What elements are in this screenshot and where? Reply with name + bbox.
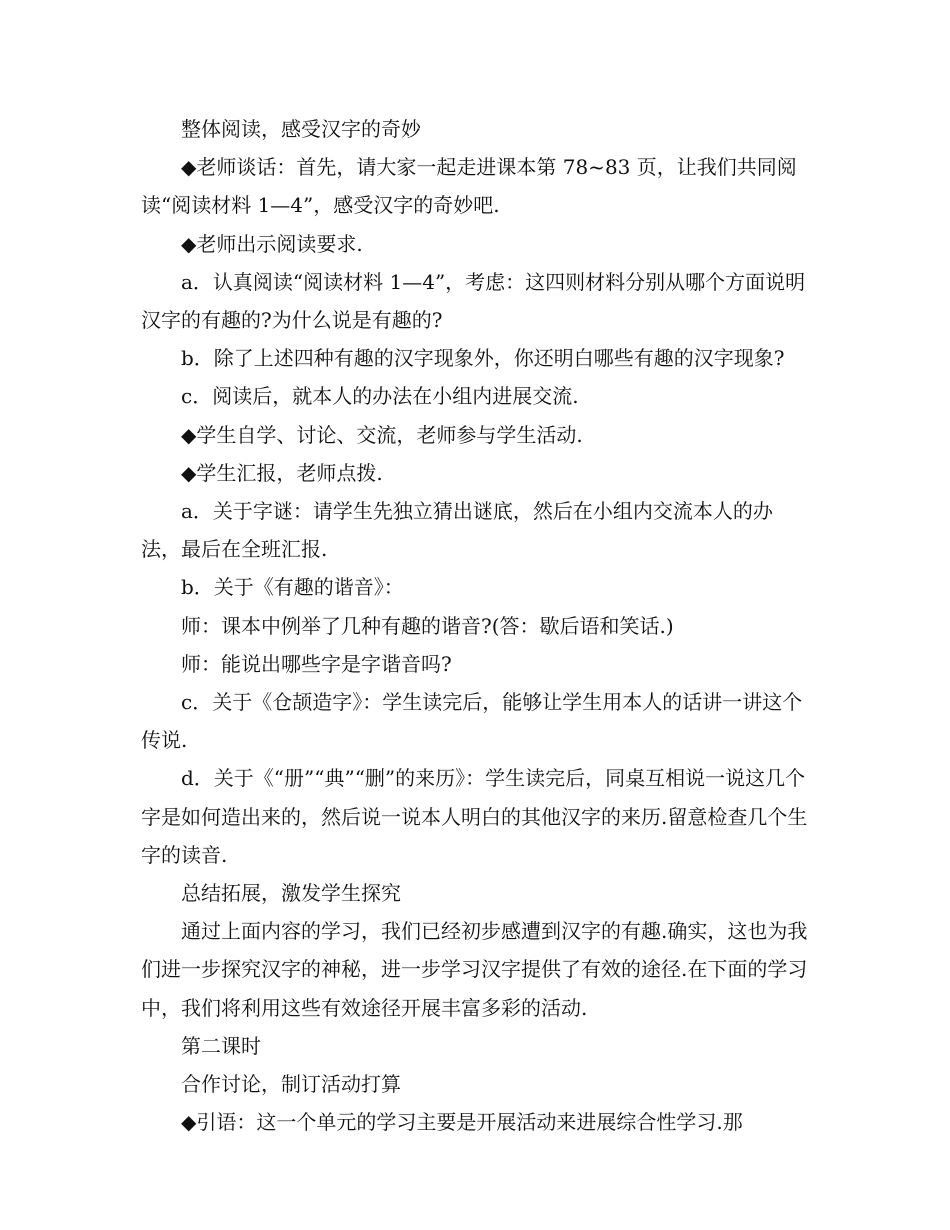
paragraph-cangjie: c．关于《仓颉造字》：学生读完后，能够让学生用本人的话讲一讲这个传说. <box>141 690 803 753</box>
paragraph-character-origin: d．关于《“册”“典”“删”的来历》：学生读完后，同桌互相说一说这几个字是如何造出来的，然后说一说本人明白的其他汉字的来历.留意检查几个生字的读音. <box>141 766 808 867</box>
section-heading-summary: 总结拓展，激发学生探究 <box>181 881 401 906</box>
paragraph-requirement-c: c．阅读后，就本人的办法在小组内进展交流. <box>181 384 579 409</box>
paragraph-introduction: ◆引语：这一个单元的学习主要是开展活动来进展综合性学习.那 <box>181 1110 743 1135</box>
section-heading-overall-reading: 整体阅读，感受汉字的奇妙 <box>181 117 421 141</box>
paragraph-reading-requirements: ◆老师出示阅读要求. <box>181 231 363 256</box>
paragraph-requirement-b: b．除了上述四种有趣的汉字现象外，你还明白哪些有趣的汉字现象? <box>181 346 785 371</box>
document-body <box>141 110 811 1141</box>
paragraph-riddle: a．关于字谜：请学生先独立猜出谜底，然后在小组内交流本人的办法，最后在全班汇报. <box>141 499 773 562</box>
paragraph-homophone: b．关于《有趣的谐音》： <box>181 575 404 600</box>
paragraph-teacher-question-2: 师：能说出哪些字是字谐音吗? <box>181 651 452 676</box>
section-heading-cooperative-discussion: 合作讨论，制订活动打算 <box>181 1072 401 1097</box>
section-heading-second-lesson: 第二课时 <box>181 1033 261 1058</box>
paragraph-teacher-talk: ◆老师谈话：首先，请大家一起走进课本第 78~83 页，让我们共同阅读“阅读材料 1—4”，感受汉字的奇妙吧. <box>141 155 797 218</box>
paragraph-requirement-a: a．认真阅读“阅读材料 1—4”，考虑：这四则材料分别从哪个方面说明汉字的有趣的?为什么说是有趣的? <box>141 269 806 333</box>
paragraph-student-self-study: ◆学生自学、讨论、交流，老师参与学生活动. <box>181 422 583 447</box>
paragraph-summary: 通过上面内容的学习，我们已经初步感遭到汉字的有趣.确实，这也为我们进一步探究汉字的神秘，进一步学习汉字提供了有效的途径.在下面的学习中，我们将利用这些有效途径开展丰富多彩的活动. <box>141 919 808 1020</box>
paragraph-student-report: ◆学生汇报，老师点拨. <box>181 460 383 485</box>
paragraph-teacher-question-1: 师：课本中例举了几种有趣的谐音?(答：歇后语和笑话.) <box>181 613 674 638</box>
